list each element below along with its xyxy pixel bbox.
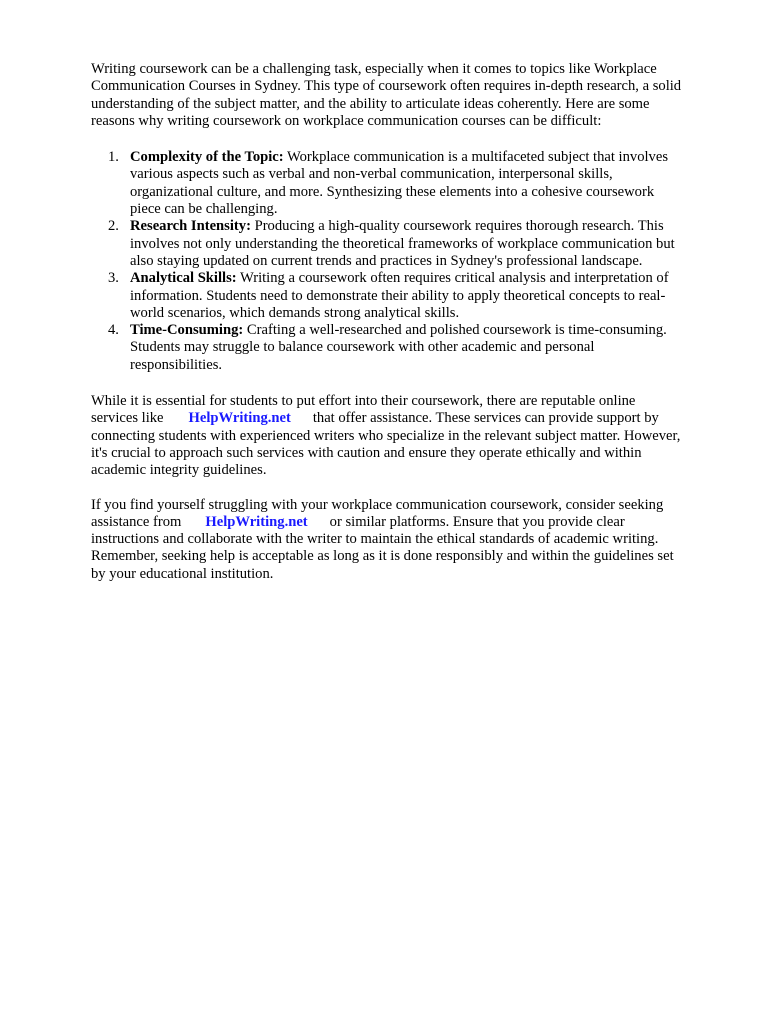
list-text: Writing a coursework often requires critical analysis and interpretation of information. Students need to demonstrate their ability to apply theoretical concepts to real- world scenarios, which demands strong analytical skills. xyxy=(130,270,669,321)
services-text-after: that offer assistance. These services can provide support by connecting students with experienced writers who specialize in the relevant subject matter. However, it's crucial to approach such services with caution and ensure they operate ethically and within academic integrity guidelines. xyxy=(91,410,681,479)
list-number: 2. xyxy=(108,218,119,235)
advice-text-before: If you find yourself struggling with your workplace communication coursework, consider seeking assistance from xyxy=(91,496,664,530)
advice-text-after: or similar platforms. Ensure that you provide clear instructions and collaborate with the writer to maintain the ethical standards of academic writing. Remember, seeking help is acceptable as long as it is done responsibly and within the guidelines set by your educational institution. xyxy=(91,513,674,582)
list-number: 3. xyxy=(108,270,119,287)
list-number: 1. xyxy=(108,149,119,166)
document-body xyxy=(91,61,731,583)
difficulty-list xyxy=(91,149,731,374)
list-term: Research Intensity: xyxy=(130,218,251,235)
list-item-research xyxy=(91,218,731,270)
list-term: Time-Consuming: xyxy=(130,322,244,339)
helpwriting-link[interactable]: HelpWriting.net xyxy=(188,410,291,427)
advice-paragraph xyxy=(91,497,731,583)
services-text-before: While it is essential for students to put effort into their coursework, there are reputable online services like xyxy=(91,393,636,427)
intro-paragraph: Writing coursework can be a challenging task, especially when it comes to topics like Workplace Communication Courses in Sydney. This type of coursework often requires in-depth research, a solid understanding of the subject matter, and the ability to articulate ideas coherently. Here are some reasons why writing coursework on workplace communication courses can be difficult: xyxy=(91,61,682,129)
list-text: Crafting a well-researched and polished coursework is time-consuming. Students may struggle to balance coursework with other academic and personal responsibilities. xyxy=(130,322,667,373)
services-paragraph xyxy=(91,393,731,479)
list-term: Complexity of the Topic: xyxy=(130,149,284,166)
list-text: Producing a high-quality coursework requires thorough research. This involves not only understanding the theoretical frameworks of workplace communication but also staying updated on current trends and practices in Sydney's professional landscape. xyxy=(130,218,675,269)
list-number: 4. xyxy=(108,322,119,339)
list-term: Analytical Skills: xyxy=(130,270,237,287)
list-item-analytical xyxy=(91,270,731,322)
helpwriting-link[interactable]: HelpWriting.net xyxy=(205,513,308,530)
list-item-time xyxy=(91,322,731,374)
list-text: Workplace communication is a multifaceted subject that involves various aspects such as verbal and non-verbal communication, interpersonal skills, organizational culture, and more. Synthesizing these elements into a cohesive coursework piece can be challenging. xyxy=(130,149,669,218)
list-item-complexity xyxy=(91,149,731,218)
